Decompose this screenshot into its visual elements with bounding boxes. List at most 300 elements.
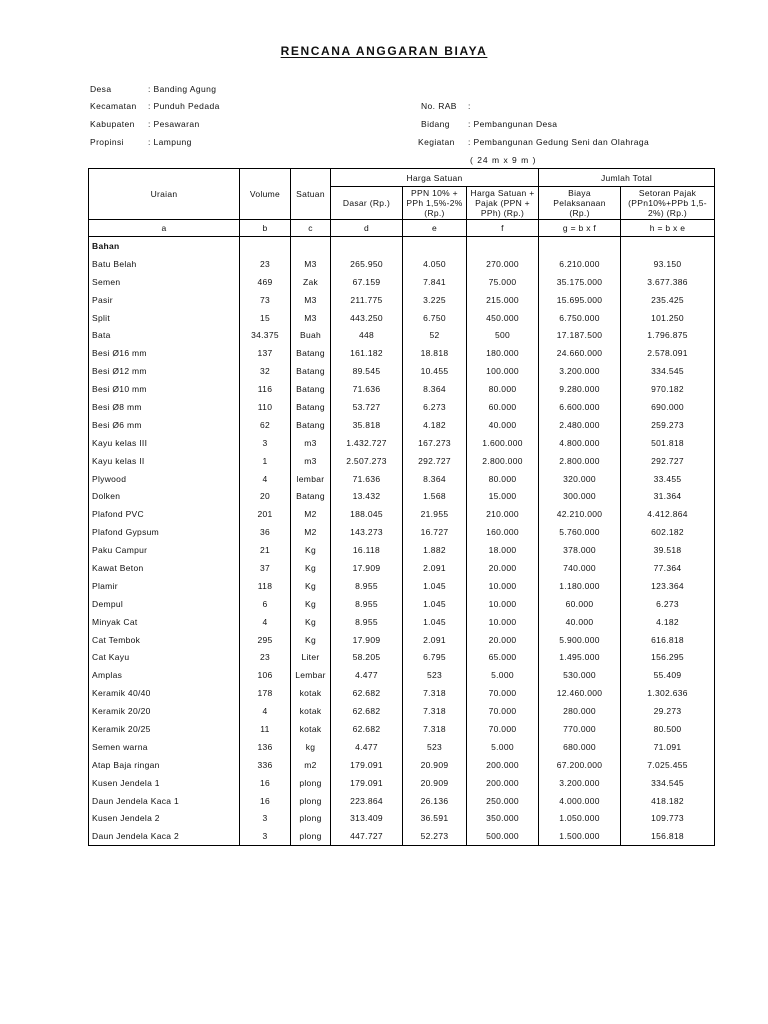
- cell-uraian: Besi Ø16 mm: [89, 344, 240, 362]
- code-c: c: [291, 220, 331, 237]
- table-row: [89, 344, 715, 362]
- cell-volume: 3: [240, 810, 291, 828]
- header-setoran-pajak: Setoran Pajak (PPn10%+PPb 1,5-2%) (Rp.): [621, 187, 715, 220]
- cell-uraian: Pasir: [89, 291, 240, 309]
- cell-ppn: 6.795: [403, 648, 467, 666]
- cell-ppn: 1.882: [403, 541, 467, 559]
- cell-uraian: Daun Jendela Kaca 2: [89, 827, 240, 845]
- cell-dasar: 179.091: [331, 756, 403, 774]
- cell-harga-pajak: 100.000: [467, 362, 539, 380]
- cell-setoran-pajak: 1.302.636: [621, 684, 715, 702]
- table-row: [89, 326, 715, 344]
- table-row: [89, 702, 715, 720]
- cell-volume: 32: [240, 362, 291, 380]
- cell-dasar: 447.727: [331, 827, 403, 845]
- cell-ppn: 2.091: [403, 631, 467, 649]
- value-bidang: : Pembangunan Desa: [468, 119, 558, 129]
- cell-biaya-pelaksanaan: 320.000: [539, 470, 621, 488]
- cell-setoran-pajak: 156.295: [621, 648, 715, 666]
- code-g: g = b x f: [539, 220, 621, 237]
- cell-harga-pajak: 10.000: [467, 595, 539, 613]
- value-desa: : Banding Agung: [148, 84, 217, 94]
- cell-dasar: 4.477: [331, 666, 403, 684]
- table-row: [89, 684, 715, 702]
- cell-volume: 106: [240, 666, 291, 684]
- cell-uraian: Batu Belah: [89, 255, 240, 273]
- cell-biaya-pelaksanaan: 5.900.000: [539, 631, 621, 649]
- cell-setoran-pajak: 156.818: [621, 827, 715, 845]
- cell-biaya-pelaksanaan: 280.000: [539, 702, 621, 720]
- table-row: [89, 291, 715, 309]
- cell-satuan: Batang: [291, 487, 331, 505]
- table-row: [89, 613, 715, 631]
- cell-dasar: 71.636: [331, 470, 403, 488]
- cell-uraian: Cat Kayu: [89, 648, 240, 666]
- cell-satuan: m3: [291, 452, 331, 470]
- cell-dasar: 89.545: [331, 362, 403, 380]
- cell-harga-pajak: 270.000: [467, 255, 539, 273]
- cell-satuan: Batang: [291, 362, 331, 380]
- cell-setoran-pajak: 33.455: [621, 470, 715, 488]
- cell-harga-pajak: 5.000: [467, 738, 539, 756]
- cell-uraian: Paku Campur: [89, 541, 240, 559]
- cell-biaya-pelaksanaan: 12.460.000: [539, 684, 621, 702]
- cell-biaya-pelaksanaan: 1.495.000: [539, 648, 621, 666]
- cell-biaya-pelaksanaan: 740.000: [539, 559, 621, 577]
- cell-ppn: 16.727: [403, 523, 467, 541]
- cell-setoran-pajak: 602.182: [621, 523, 715, 541]
- table-row: [89, 648, 715, 666]
- cell-biaya-pelaksanaan: 9.280.000: [539, 380, 621, 398]
- cell-harga-pajak: 80.000: [467, 470, 539, 488]
- value-no-rab: :: [468, 101, 471, 111]
- cell-harga-pajak: 40.000: [467, 416, 539, 434]
- cell-ppn: 21.955: [403, 505, 467, 523]
- table-row: [89, 827, 715, 845]
- cell-satuan: M3: [291, 255, 331, 273]
- cell-satuan: plong: [291, 774, 331, 792]
- cell-biaya-pelaksanaan: 60.000: [539, 595, 621, 613]
- cell-dasar: 16.118: [331, 541, 403, 559]
- cell-volume: 469: [240, 273, 291, 291]
- cell-ppn: 7.318: [403, 720, 467, 738]
- table-row: [89, 452, 715, 470]
- cell-biaya-pelaksanaan: 5.760.000: [539, 523, 621, 541]
- cell-harga-pajak: 10.000: [467, 613, 539, 631]
- cell-ppn: 523: [403, 666, 467, 684]
- cell-uraian: Kusen Jendela 2: [89, 810, 240, 828]
- cell-satuan: Batang: [291, 344, 331, 362]
- cell-dasar: 448: [331, 326, 403, 344]
- cell-satuan: plong: [291, 792, 331, 810]
- table-row: [89, 756, 715, 774]
- cell-uraian: Plafond Gypsum: [89, 523, 240, 541]
- cell-setoran-pajak: 71.091: [621, 738, 715, 756]
- document-title: RENCANA ANGGARAN BIAYA: [280, 44, 488, 58]
- cell-ppn: 7.318: [403, 684, 467, 702]
- cell-satuan: Kg: [291, 613, 331, 631]
- table-row: [89, 810, 715, 828]
- cell-volume: 295: [240, 631, 291, 649]
- header-satuan: Satuan: [291, 169, 331, 220]
- cell-volume: 136: [240, 738, 291, 756]
- cell-harga-pajak: 2.800.000: [467, 452, 539, 470]
- value-propinsi: : Lampung: [148, 137, 192, 147]
- cell-volume: 3: [240, 434, 291, 452]
- cell-satuan: M3: [291, 291, 331, 309]
- cell-volume: 34.375: [240, 326, 291, 344]
- header-volume: Volume: [240, 169, 291, 220]
- cell-harga-pajak: 20.000: [467, 631, 539, 649]
- cell-dasar: 35.818: [331, 416, 403, 434]
- cell-dasar: 1.432.727: [331, 434, 403, 452]
- cell-volume: 23: [240, 648, 291, 666]
- cell-harga-pajak: 200.000: [467, 774, 539, 792]
- building-dimension: ( 24 m x 9 m ): [470, 155, 537, 165]
- cell-volume: 118: [240, 577, 291, 595]
- cell-setoran-pajak: 2.578.091: [621, 344, 715, 362]
- cell-biaya-pelaksanaan: 24.660.000: [539, 344, 621, 362]
- table-row: [89, 523, 715, 541]
- cell-biaya-pelaksanaan: 15.695.000: [539, 291, 621, 309]
- table-row: [89, 738, 715, 756]
- cell-dasar: 443.250: [331, 309, 403, 327]
- cell-uraian: Semen warna: [89, 738, 240, 756]
- budget-table: [88, 168, 715, 846]
- cell-uraian: Plamir: [89, 577, 240, 595]
- cell-satuan: Zak: [291, 273, 331, 291]
- cell-satuan: plong: [291, 827, 331, 845]
- table-row: [89, 666, 715, 684]
- cell-uraian: Daun Jendela Kaca 1: [89, 792, 240, 810]
- cell-biaya-pelaksanaan: 3.200.000: [539, 774, 621, 792]
- cell-harga-pajak: 10.000: [467, 577, 539, 595]
- cell-harga-pajak: 160.000: [467, 523, 539, 541]
- cell-setoran-pajak: 4.412.864: [621, 505, 715, 523]
- cell-satuan: kotak: [291, 702, 331, 720]
- cell-volume: 16: [240, 774, 291, 792]
- cell-harga-pajak: 20.000: [467, 559, 539, 577]
- header-harga-pajak: Harga Satuan + Pajak (PPN + PPh) (Rp.): [467, 187, 539, 220]
- cell-harga-pajak: 15.000: [467, 487, 539, 505]
- cell-biaya-pelaksanaan: 6.750.000: [539, 309, 621, 327]
- cell-biaya-pelaksanaan: 4.800.000: [539, 434, 621, 452]
- cell-harga-pajak: 70.000: [467, 702, 539, 720]
- code-b: b: [240, 220, 291, 237]
- cell-setoran-pajak: 77.364: [621, 559, 715, 577]
- label-kegiatan: Kegiatan: [418, 137, 455, 147]
- cell-biaya-pelaksanaan: 378.000: [539, 541, 621, 559]
- cell-uraian: Plywood: [89, 470, 240, 488]
- cell-volume: 36: [240, 523, 291, 541]
- cell-ppn: 20.909: [403, 774, 467, 792]
- cell-harga-pajak: 60.000: [467, 398, 539, 416]
- cell-ppn: 6.750: [403, 309, 467, 327]
- table-row: [89, 631, 715, 649]
- cell-setoran-pajak: 334.545: [621, 774, 715, 792]
- cell-dasar: 143.273: [331, 523, 403, 541]
- cell-harga-pajak: 180.000: [467, 344, 539, 362]
- cell-ppn: 4.050: [403, 255, 467, 273]
- cell-satuan: kg: [291, 738, 331, 756]
- cell-setoran-pajak: 39.518: [621, 541, 715, 559]
- cell-setoran-pajak: 616.818: [621, 631, 715, 649]
- cell-uraian: Besi Ø6 mm: [89, 416, 240, 434]
- cell-biaya-pelaksanaan: 300.000: [539, 487, 621, 505]
- cell-biaya-pelaksanaan: 770.000: [539, 720, 621, 738]
- cell-setoran-pajak: 6.273: [621, 595, 715, 613]
- cell-ppn: 523: [403, 738, 467, 756]
- cell-harga-pajak: 18.000: [467, 541, 539, 559]
- cell-dasar: 71.636: [331, 380, 403, 398]
- code-e: e: [403, 220, 467, 237]
- cell-biaya-pelaksanaan: 2.480.000: [539, 416, 621, 434]
- cell-volume: 1: [240, 452, 291, 470]
- cell-ppn: 26.136: [403, 792, 467, 810]
- label-bidang: Bidang: [421, 119, 450, 129]
- header-jumlah-total: Jumlah Total: [539, 169, 715, 187]
- cell-uraian: Besi Ø12 mm: [89, 362, 240, 380]
- code-h: h = b x e: [621, 220, 715, 237]
- cell-biaya-pelaksanaan: 42.210.000: [539, 505, 621, 523]
- header-uraian: Uraian: [89, 169, 240, 220]
- cell-biaya-pelaksanaan: 680.000: [539, 738, 621, 756]
- cell-volume: 4: [240, 613, 291, 631]
- cell-volume: 73: [240, 291, 291, 309]
- cell-uraian: Dolken: [89, 487, 240, 505]
- cell-volume: 110: [240, 398, 291, 416]
- value-kabupaten: : Pesawaran: [148, 119, 200, 129]
- cell-harga-pajak: 215.000: [467, 291, 539, 309]
- cell-dasar: 62.682: [331, 702, 403, 720]
- cell-setoran-pajak: 235.425: [621, 291, 715, 309]
- value-kegiatan: : Pembangunan Gedung Seni dan Olahraga: [468, 137, 650, 147]
- table-row: [89, 487, 715, 505]
- table-row: [89, 559, 715, 577]
- header-dasar: Dasar (Rp.): [331, 187, 403, 220]
- cell-ppn: 36.591: [403, 810, 467, 828]
- section-bahan: Bahan: [89, 237, 240, 255]
- cell-volume: 4: [240, 470, 291, 488]
- cell-ppn: 1.045: [403, 595, 467, 613]
- cell-harga-pajak: 1.600.000: [467, 434, 539, 452]
- cell-volume: 4: [240, 702, 291, 720]
- cell-volume: 6: [240, 595, 291, 613]
- cell-ppn: 292.727: [403, 452, 467, 470]
- cell-volume: 62: [240, 416, 291, 434]
- cell-uraian: Kawat Beton: [89, 559, 240, 577]
- cell-harga-pajak: 500: [467, 326, 539, 344]
- cell-volume: 3: [240, 827, 291, 845]
- cell-uraian: Plafond PVC: [89, 505, 240, 523]
- cell-biaya-pelaksanaan: 530.000: [539, 666, 621, 684]
- header-harga-satuan: Harga Satuan: [331, 169, 539, 187]
- cell-dasar: 4.477: [331, 738, 403, 756]
- code-f: f: [467, 220, 539, 237]
- cell-harga-pajak: 200.000: [467, 756, 539, 774]
- cell-biaya-pelaksanaan: 3.200.000: [539, 362, 621, 380]
- table-row: [89, 792, 715, 810]
- cell-setoran-pajak: 7.025.455: [621, 756, 715, 774]
- label-propinsi: Propinsi: [90, 137, 124, 147]
- cell-dasar: 17.909: [331, 559, 403, 577]
- value-kecamatan: : Punduh Pedada: [148, 101, 220, 111]
- cell-volume: 137: [240, 344, 291, 362]
- cell-biaya-pelaksanaan: 40.000: [539, 613, 621, 631]
- cell-satuan: lembar: [291, 470, 331, 488]
- cell-volume: 23: [240, 255, 291, 273]
- cell-biaya-pelaksanaan: 35.175.000: [539, 273, 621, 291]
- label-kecamatan: Kecamatan: [90, 101, 137, 111]
- cell-uraian: Split: [89, 309, 240, 327]
- cell-dasar: 211.775: [331, 291, 403, 309]
- label-no-rab: No. RAB: [421, 101, 457, 111]
- cell-satuan: m2: [291, 756, 331, 774]
- cell-setoran-pajak: 29.273: [621, 702, 715, 720]
- cell-setoran-pajak: 418.182: [621, 792, 715, 810]
- table-row: [89, 774, 715, 792]
- cell-dasar: 13.432: [331, 487, 403, 505]
- cell-uraian: Semen: [89, 273, 240, 291]
- cell-uraian: Kayu kelas II: [89, 452, 240, 470]
- cell-volume: 178: [240, 684, 291, 702]
- cell-ppn: 167.273: [403, 434, 467, 452]
- label-kabupaten: Kabupaten: [90, 119, 135, 129]
- cell-uraian: Amplas: [89, 666, 240, 684]
- cell-satuan: kotak: [291, 720, 331, 738]
- header-ppn: PPN 10% + PPh 1,5%-2% (Rp.): [403, 187, 467, 220]
- table-row: [89, 541, 715, 559]
- cell-ppn: 18.818: [403, 344, 467, 362]
- cell-harga-pajak: 450.000: [467, 309, 539, 327]
- cell-satuan: Batang: [291, 380, 331, 398]
- cell-volume: 336: [240, 756, 291, 774]
- cell-volume: 11: [240, 720, 291, 738]
- cell-dasar: 223.864: [331, 792, 403, 810]
- cell-ppn: 7.841: [403, 273, 467, 291]
- cell-satuan: kotak: [291, 684, 331, 702]
- table-row: [89, 505, 715, 523]
- cell-setoran-pajak: 259.273: [621, 416, 715, 434]
- cell-setoran-pajak: 690.000: [621, 398, 715, 416]
- cell-harga-pajak: 75.000: [467, 273, 539, 291]
- cell-dasar: 313.409: [331, 810, 403, 828]
- cell-ppn: 52: [403, 326, 467, 344]
- cell-dasar: 2.507.273: [331, 452, 403, 470]
- cell-harga-pajak: 5.000: [467, 666, 539, 684]
- table-row: [89, 470, 715, 488]
- cell-setoran-pajak: 3.677.386: [621, 273, 715, 291]
- cell-harga-pajak: 80.000: [467, 380, 539, 398]
- cell-biaya-pelaksanaan: 6.600.000: [539, 398, 621, 416]
- cell-uraian: Dempul: [89, 595, 240, 613]
- cell-setoran-pajak: 93.150: [621, 255, 715, 273]
- cell-dasar: 8.955: [331, 577, 403, 595]
- cell-biaya-pelaksanaan: 2.800.000: [539, 452, 621, 470]
- cell-setoran-pajak: 109.773: [621, 810, 715, 828]
- cell-satuan: Kg: [291, 631, 331, 649]
- cell-uraian: Kayu kelas III: [89, 434, 240, 452]
- cell-ppn: 6.273: [403, 398, 467, 416]
- cell-dasar: 188.045: [331, 505, 403, 523]
- cell-dasar: 8.955: [331, 595, 403, 613]
- cell-uraian: Keramik 20/20: [89, 702, 240, 720]
- cell-satuan: Batang: [291, 416, 331, 434]
- cell-harga-pajak: 500.000: [467, 827, 539, 845]
- cell-dasar: 17.909: [331, 631, 403, 649]
- code-d: d: [331, 220, 403, 237]
- cell-satuan: M3: [291, 309, 331, 327]
- table-row: [89, 255, 715, 273]
- cell-volume: 201: [240, 505, 291, 523]
- cell-dasar: 265.950: [331, 255, 403, 273]
- cell-dasar: 67.159: [331, 273, 403, 291]
- cell-setoran-pajak: 1.796.875: [621, 326, 715, 344]
- table-row: [89, 416, 715, 434]
- cell-volume: 116: [240, 380, 291, 398]
- cell-biaya-pelaksanaan: 4.000.000: [539, 792, 621, 810]
- cell-ppn: 52.273: [403, 827, 467, 845]
- cell-uraian: Keramik 20/25: [89, 720, 240, 738]
- table-row: [89, 309, 715, 327]
- cell-ppn: 2.091: [403, 559, 467, 577]
- cell-harga-pajak: 350.000: [467, 810, 539, 828]
- cell-volume: 16: [240, 792, 291, 810]
- cell-dasar: 161.182: [331, 344, 403, 362]
- cell-biaya-pelaksanaan: 17.187.500: [539, 326, 621, 344]
- cell-biaya-pelaksanaan: 1.050.000: [539, 810, 621, 828]
- table-row: [89, 362, 715, 380]
- cell-dasar: 62.682: [331, 720, 403, 738]
- cell-dasar: 58.205: [331, 648, 403, 666]
- cell-uraian: Cat Tembok: [89, 631, 240, 649]
- cell-harga-pajak: 65.000: [467, 648, 539, 666]
- cell-volume: 21: [240, 541, 291, 559]
- cell-uraian: Minyak Cat: [89, 613, 240, 631]
- cell-biaya-pelaksanaan: 1.500.000: [539, 827, 621, 845]
- cell-ppn: 8.364: [403, 380, 467, 398]
- cell-uraian: Besi Ø8 mm: [89, 398, 240, 416]
- cell-satuan: Batang: [291, 398, 331, 416]
- cell-dasar: 179.091: [331, 774, 403, 792]
- cell-dasar: 62.682: [331, 684, 403, 702]
- cell-setoran-pajak: 501.818: [621, 434, 715, 452]
- code-a: a: [89, 220, 240, 237]
- table-row: [89, 720, 715, 738]
- cell-ppn: 7.318: [403, 702, 467, 720]
- cell-ppn: 8.364: [403, 470, 467, 488]
- cell-uraian: Besi Ø10 mm: [89, 380, 240, 398]
- cell-satuan: plong: [291, 810, 331, 828]
- cell-ppn: 1.045: [403, 577, 467, 595]
- cell-satuan: Kg: [291, 559, 331, 577]
- cell-setoran-pajak: 80.500: [621, 720, 715, 738]
- cell-uraian: Kusen Jendela 1: [89, 774, 240, 792]
- cell-setoran-pajak: 292.727: [621, 452, 715, 470]
- table-row: [89, 595, 715, 613]
- table-row: [89, 273, 715, 291]
- cell-ppn: 1.045: [403, 613, 467, 631]
- cell-setoran-pajak: 970.182: [621, 380, 715, 398]
- cell-harga-pajak: 210.000: [467, 505, 539, 523]
- cell-harga-pajak: 70.000: [467, 684, 539, 702]
- cell-satuan: Kg: [291, 541, 331, 559]
- cell-uraian: Bata: [89, 326, 240, 344]
- cell-volume: 15: [240, 309, 291, 327]
- cell-ppn: 10.455: [403, 362, 467, 380]
- cell-satuan: Kg: [291, 577, 331, 595]
- cell-setoran-pajak: 31.364: [621, 487, 715, 505]
